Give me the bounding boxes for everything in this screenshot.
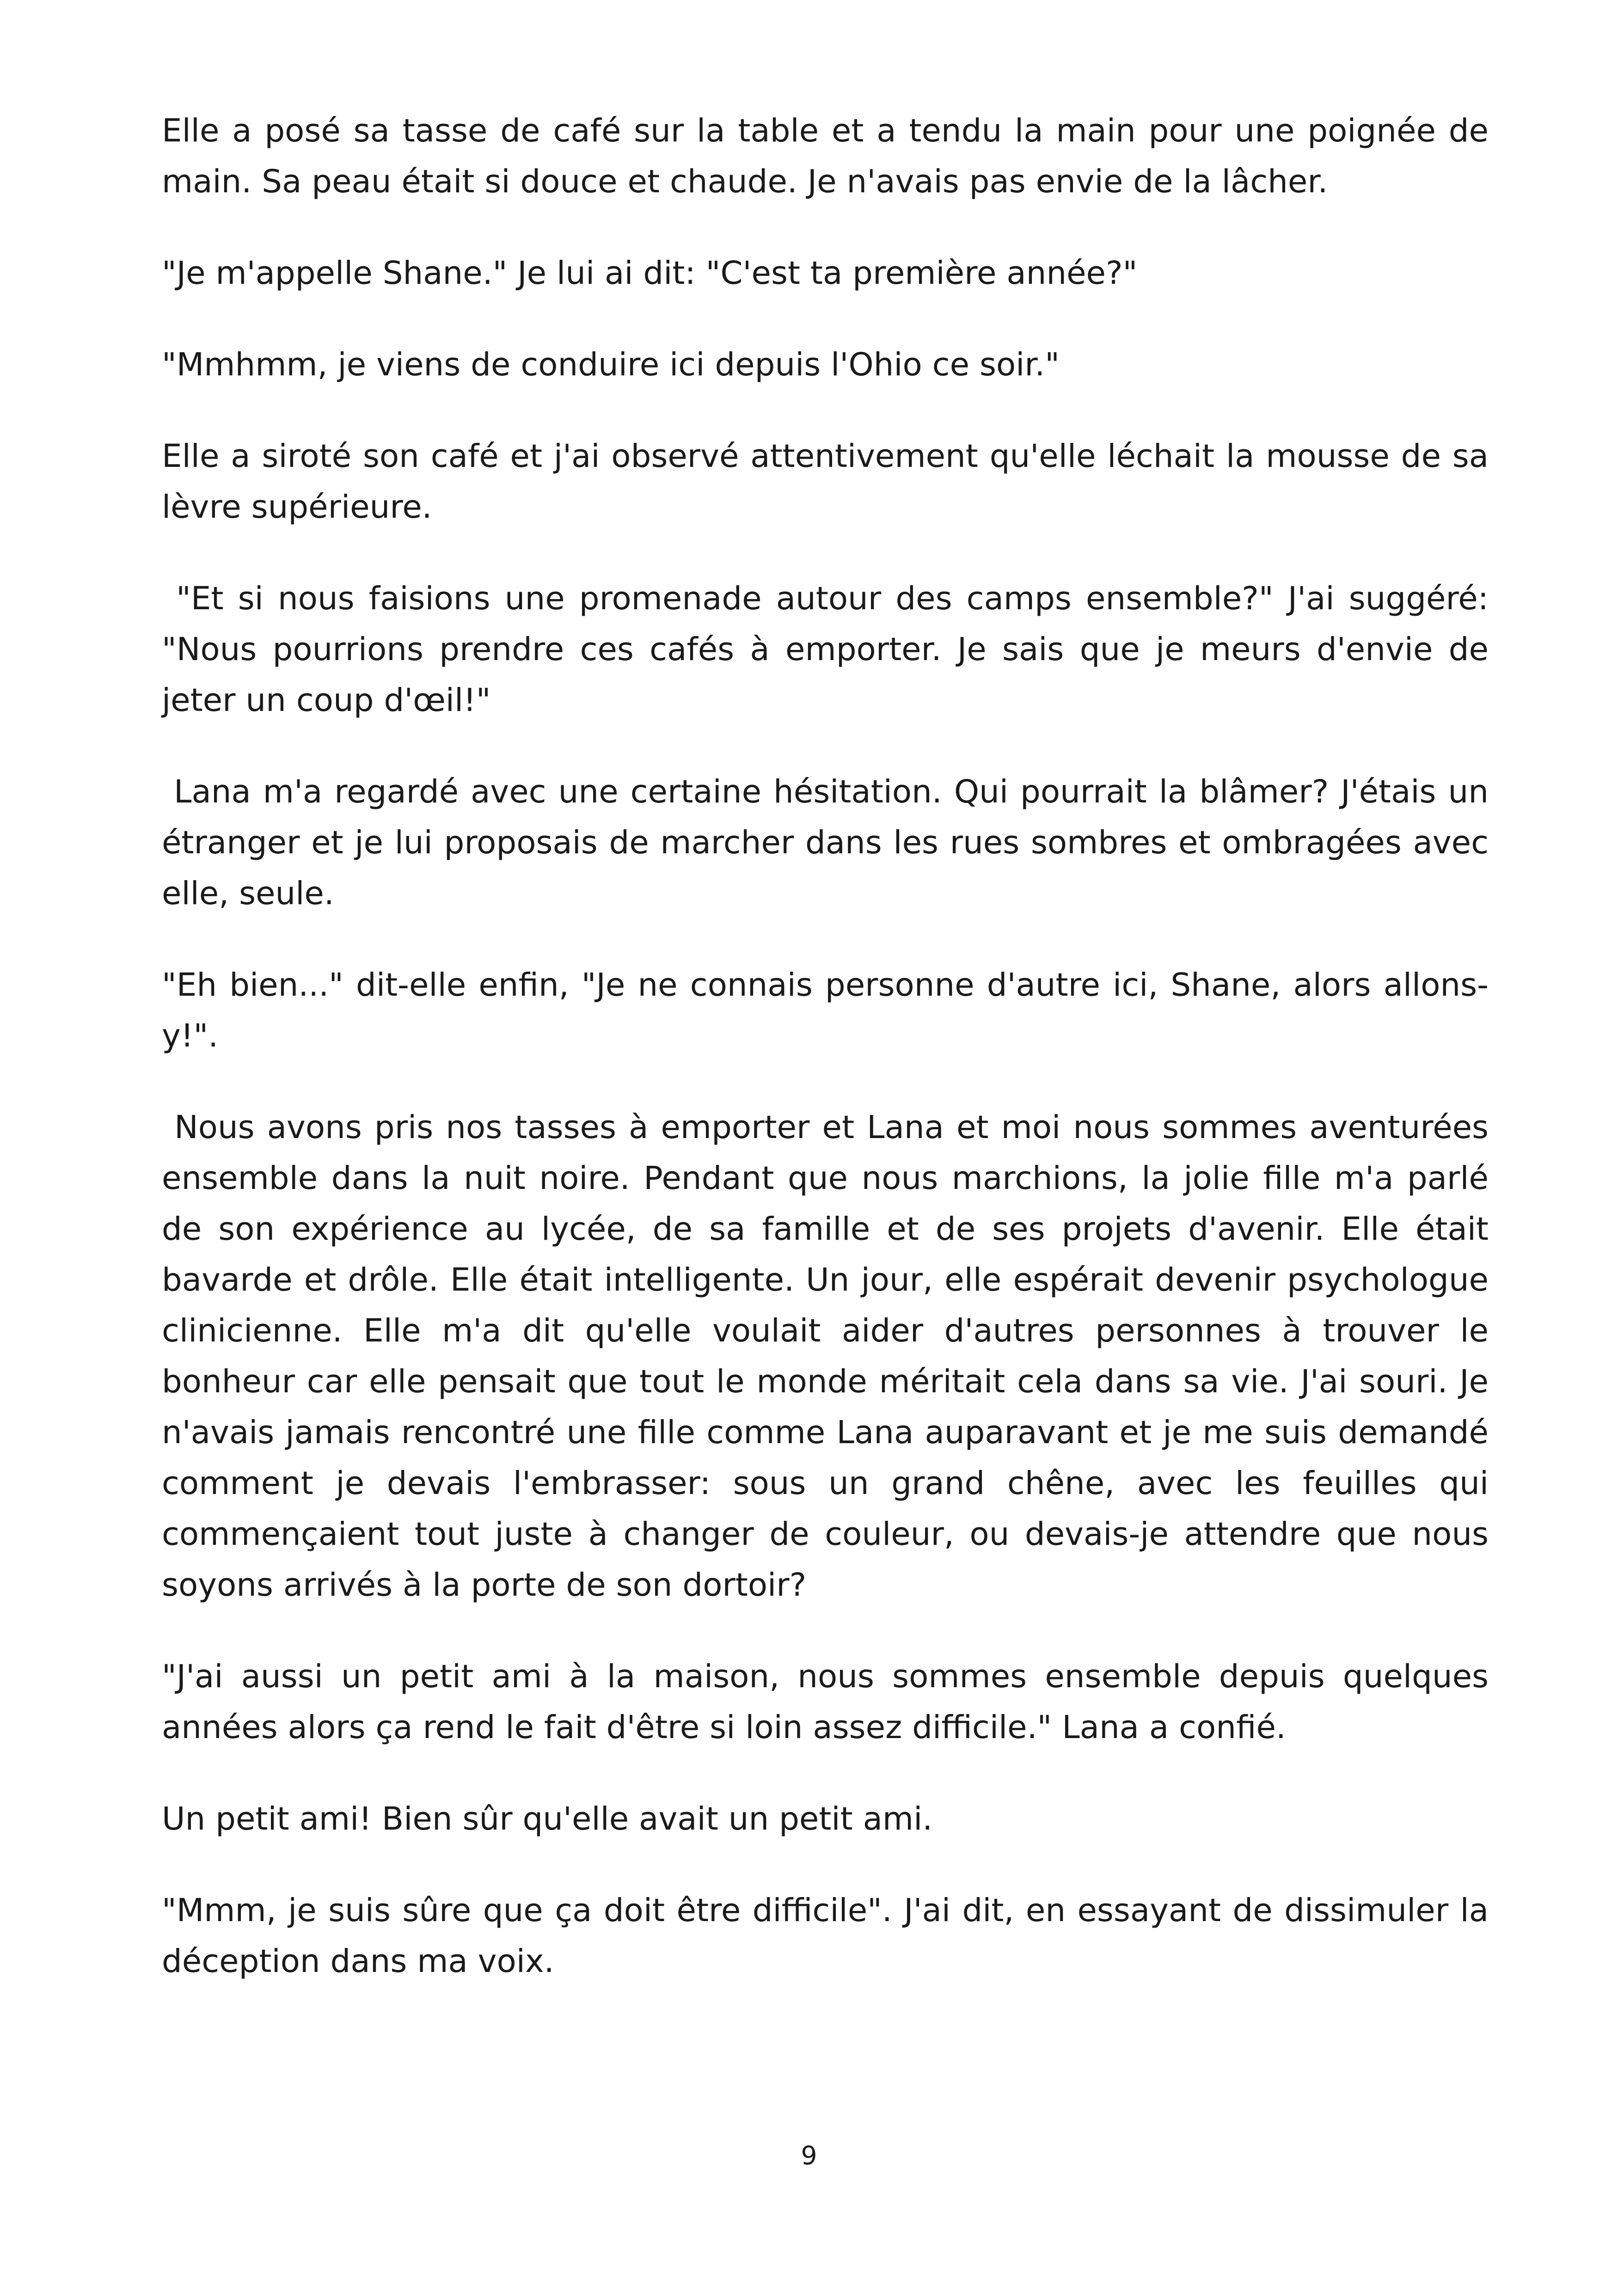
- paragraph-6: Lana m'a regardé avec une certaine hésitation. Qui pourrait la blâmer? J'étais un étranger et je lui proposais de marcher dans les rues sombres et ombragées avec elle, seule.: [162, 773, 1499, 912]
- paragraph-11: "Mmm, je suis sûre que ça doit être difficile". J'ai dit, en essayant de dissimuler la déception dans ma voix.: [162, 1892, 1499, 1980]
- paragraph-5: "Et si nous faisions une promenade autour des camps ensemble?" J'ai suggéré: "Nous pourrions prendre ces cafés à emporter. Je sais que je meurs d'envie de jeter un coup d'œil!": [162, 580, 1499, 719]
- paragraph-1: Elle a posé sa tasse de café sur la table et a tendu la main pour une poignée de main. Sa peau était si douce et chaude. Je n'avais pas envie de la lâcher.: [162, 112, 1499, 200]
- paragraph-3: "Mmhmm, je viens de conduire ici depuis l'Ohio ce soir.": [162, 346, 1060, 383]
- paragraph-8: Nous avons pris nos tasses à emporter et Lana et moi nous sommes aventurées ensemble dans la nuit noire. Pendant que nous marchions, la jolie fille m'a parlé de son expérience au lycée, de sa famille et de ses projets d'avenir. Elle était bavarde et drôle. Elle était intelligente. Un jour, elle espérait devenir psychologue clinicienne. Elle m'a dit qu'elle voulait aider d'autres personnes à trouver le bonheur car elle pensait que tout le monde méritait cela dans sa vie. J'ai souri. Je n'avais jamais rencontré une fille comme Lana auparavant et je me suis demandé comment je devais l'embrasser: sous un grand chêne, avec les feuilles qui commençaient tout juste à changer de couleur, ou devais-je attendre que nous soyons arrivés à la porte de son dortoir?: [162, 1109, 1499, 1604]
- paragraph-2: "Je m'appelle Shane." Je lui ai dit: "C'est ta première année?": [162, 255, 1138, 292]
- page-number: 9: [801, 2141, 817, 2170]
- paragraph-10: Un petit ami! Bien sûr qu'elle avait un petit ami.: [162, 1800, 933, 1837]
- body-text: [162, 105, 1499, 2027]
- paragraph-7: "Eh bien..." dit-elle enfin, "Je ne connais personne d'autre ici, Shane, alors allons-y!".: [162, 967, 1489, 1054]
- paragraph-4: Elle a siroté son café et j'ai observé attentivement qu'elle léchait la mousse de sa lèvre supérieure.: [162, 438, 1499, 526]
- paragraph-9: "J'ai aussi un petit ami à la maison, nous sommes ensemble depuis quelques années alors ça rend le fait d'être si loin assez difficile." Lana a confié.: [162, 1658, 1499, 1746]
